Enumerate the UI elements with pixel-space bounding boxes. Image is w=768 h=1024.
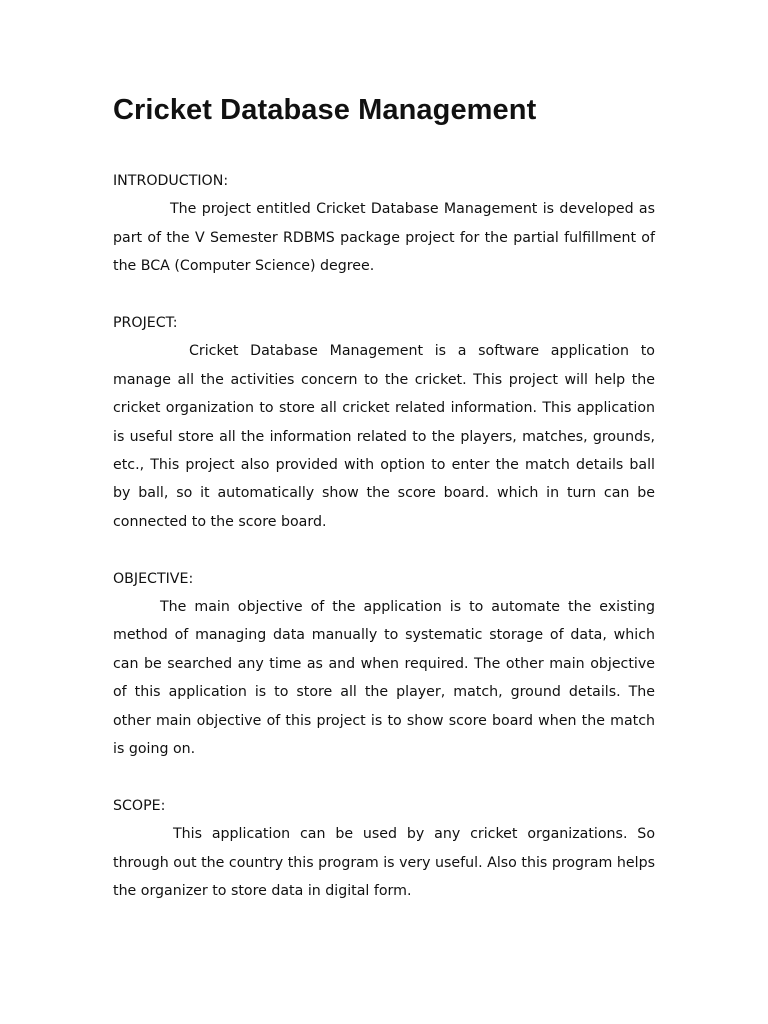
section-paragraph: The main objective of the application is to automate the existing method of managing data manually to systematic storage of data, which can be searched any time as and when required. The other main objective of this application is to store all the player, match, ground details. The other main objective of this project is to show score board when the match is going on. (113, 599, 655, 758)
section-scope (113, 792, 655, 906)
section-heading: OBJECTIVE: (113, 570, 194, 587)
section-paragraph: This application can be used by any cricket organizations. So through out the country this program is very useful. Also this program helps the organizer to store data in digital form. (113, 826, 655, 900)
section-introduction (113, 167, 655, 281)
section-objective (113, 565, 655, 764)
section-project (113, 309, 655, 536)
section-heading: INTRODUCTION: (113, 173, 229, 189)
document-title: Cricket Database Management (113, 94, 537, 126)
document-page (113, 88, 655, 934)
section-heading: SCOPE: (113, 797, 166, 814)
section-heading: PROJECT: (113, 315, 178, 332)
section-paragraph: The project entitled Cricket Database Management is developed as part of the V Semester RDBMS package project for the partial fulfillment of the BCA (Computer Science) degree. (113, 201, 655, 275)
section-paragraph: Cricket Database Management is a software application to manage all the activities concern to the cricket. This project will help the cricket organization to store all cricket related information. This application is useful store all the information related to the players, matches, grounds, etc., This project also provided with option to enter the match details ball by ball, so it automatically show the score board. which in turn can be connected to the score board. (113, 343, 655, 530)
